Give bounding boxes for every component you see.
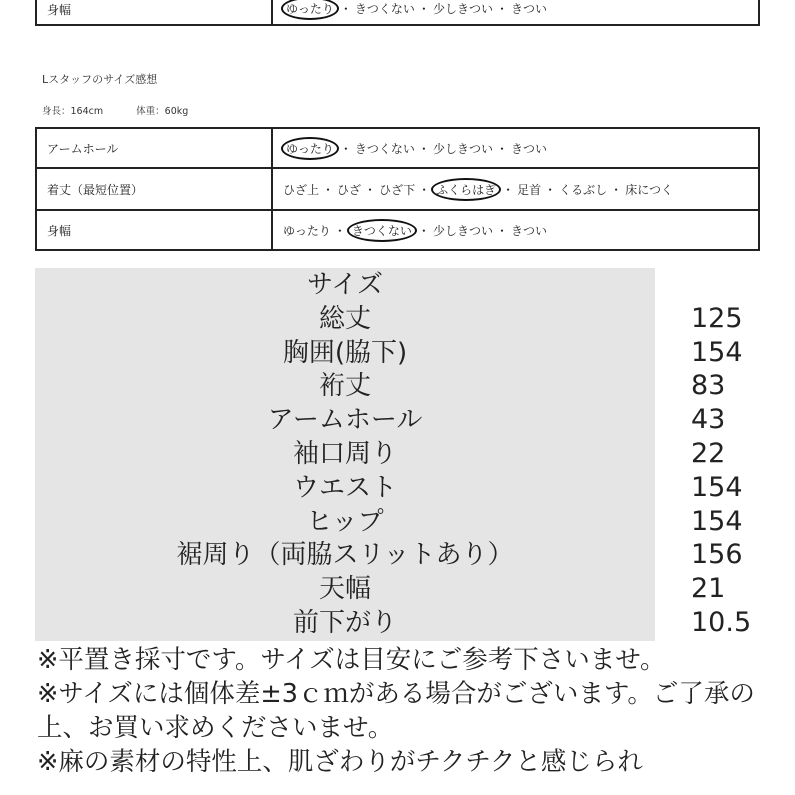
- note-line: ※サイズには個体差±3ｃｍがある場合がございます。ご了承の上、お買い求めくださいませ。: [37, 679, 755, 743]
- rating-option: ひざ上: [283, 182, 320, 197]
- size-label: 袖口周り: [292, 439, 397, 469]
- option-separator: ・: [544, 182, 557, 197]
- size-label: ヒップ: [306, 506, 384, 537]
- size-label: アームホール: [267, 405, 423, 436]
- size-value: 156: [691, 539, 743, 571]
- rating-option: ひざ下: [379, 182, 416, 197]
- option-separator: ・: [417, 141, 430, 156]
- rating-option: ひざ: [337, 182, 362, 197]
- option-separator: ・: [417, 2, 430, 16]
- size-row: [35, 572, 765, 606]
- size-value: 154: [691, 505, 743, 537]
- option-separator: ・: [502, 182, 515, 197]
- size-value: 22: [691, 438, 726, 469]
- size-row: [35, 437, 765, 471]
- option-separator: ・: [333, 223, 346, 238]
- size-row: [35, 606, 765, 640]
- rating-options: [272, 210, 759, 250]
- size-label: 胸囲(脇下): [282, 337, 408, 368]
- selected-option-circle: ゆったり: [281, 0, 339, 20]
- size-label: 裄丈: [318, 371, 371, 402]
- rating-option: くるぶし: [559, 182, 608, 197]
- rating-option: きつい: [510, 223, 547, 238]
- size-value: 154: [691, 336, 743, 368]
- option-separator: ・: [610, 182, 623, 197]
- rating-label: 身幅: [36, 0, 272, 25]
- notes: [37, 643, 777, 779]
- option-separator: ・: [495, 223, 508, 238]
- rating-options: [272, 0, 759, 25]
- rating-option: 床につく: [625, 182, 673, 197]
- option-separator: ・: [339, 141, 352, 156]
- rating-options: [272, 128, 759, 168]
- rating-option: ゆったり: [283, 223, 331, 238]
- size-value: 154: [691, 471, 743, 503]
- size-header: サイズ: [307, 270, 383, 300]
- rating-option: 少しきつい: [432, 223, 493, 238]
- rating-row: [36, 210, 759, 250]
- staff-weight: 体重：60kg: [136, 106, 189, 117]
- note-line: ※麻の素材の特性上、肌ざわりがチクチクと感じられ: [37, 747, 643, 777]
- staff-stats: [42, 103, 218, 117]
- size-value: 43: [691, 404, 726, 436]
- option-separator: ・: [417, 223, 430, 238]
- rating-row: [36, 128, 759, 168]
- option-separator: ・: [339, 2, 352, 16]
- size-row: [35, 538, 765, 572]
- rating-option: きつくない: [354, 2, 415, 16]
- top-rating-table: [35, 0, 760, 26]
- size-label: 天幅: [318, 574, 371, 605]
- selected-option-circle: ふくらはぎ: [431, 178, 501, 201]
- rating-option: 少しきつい: [432, 2, 493, 16]
- size-label: 前下がり: [292, 608, 397, 638]
- size-row: [35, 505, 765, 539]
- rating-option: きつくない: [354, 141, 415, 156]
- rating-options: [272, 168, 759, 210]
- size-value: 83: [691, 370, 726, 402]
- option-separator: ・: [322, 182, 335, 197]
- rating-row: [36, 0, 759, 25]
- option-separator: ・: [418, 182, 431, 197]
- rating-row: [36, 168, 759, 210]
- selected-option-circle: ゆったり: [281, 137, 339, 160]
- option-separator: ・: [364, 182, 377, 197]
- size-header-row: [35, 268, 765, 302]
- option-separator: ・: [495, 2, 508, 16]
- size-row: [35, 471, 765, 505]
- option-separator: ・: [495, 141, 508, 156]
- rating-option: きつい: [510, 2, 547, 16]
- rating-label: 着丈（最短位置）: [36, 168, 272, 210]
- size-label: 裾周り（両脇スリットあり）: [176, 540, 514, 571]
- rating-option: 少しきつい: [432, 141, 493, 156]
- size-value: 21: [691, 573, 726, 605]
- staff-height: 身長：164cm: [42, 106, 104, 117]
- size-row: [35, 369, 765, 403]
- size-value: 10.5: [691, 607, 752, 638]
- size-row: [35, 403, 765, 437]
- rating-label: アームホール: [36, 128, 272, 168]
- selected-option-circle: きつくない: [347, 219, 417, 242]
- rating-option: 足首: [517, 182, 542, 197]
- staff-rating-table: [35, 127, 760, 251]
- size-row: [35, 336, 765, 370]
- size-label: ウエスト: [292, 472, 397, 503]
- size-label: 総丈: [318, 303, 371, 334]
- note-line: ※平置き採寸です。サイズは目安にご参考下さいませ。: [37, 645, 666, 675]
- size-row: [35, 302, 765, 336]
- rating-option: きつい: [510, 141, 547, 156]
- size-value: 125: [691, 302, 743, 334]
- staff-size-title: Lスタッフのサイズ感想: [42, 73, 158, 86]
- rating-label: 身幅: [36, 210, 272, 250]
